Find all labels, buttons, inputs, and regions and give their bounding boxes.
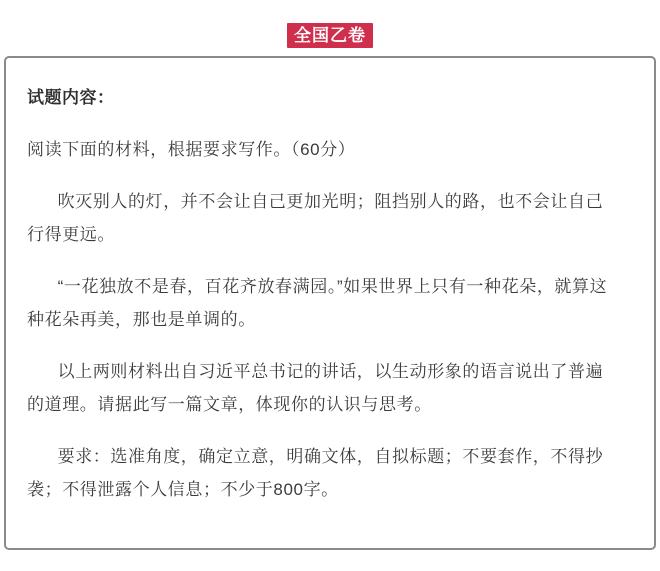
paragraph-line: 行得更远。 xyxy=(27,225,115,244)
paragraph-material-1 xyxy=(27,185,633,251)
paragraph-line: “一花独放不是春，百花齐放春满园。”如果世界上只有一种花朵，就算这 xyxy=(57,277,608,296)
badge-row xyxy=(0,0,660,47)
paragraph-line: 以上两则材料出自习近平总书记的讲话，以生动形象的语言说出了普遍 xyxy=(57,362,604,381)
paragraph-line: 要求：选准角度，确定立意，明确文体，自拟标题；不要套作，不得抄 xyxy=(57,447,604,466)
paragraph-line: 种花朵再美，那也是单调的。 xyxy=(27,310,256,329)
paragraph-requirements xyxy=(27,440,633,506)
exam-paper-badge: 全国乙卷 xyxy=(287,23,373,48)
paragraph-line: 吹灭别人的灯，并不会让自己更加光明；阻挡别人的路，也不会让自己 xyxy=(57,192,604,211)
question-card xyxy=(4,56,656,550)
paragraph-line: 袭；不得泄露个人信息；不少于800字。 xyxy=(27,480,339,499)
paragraph-explanation xyxy=(27,355,633,421)
paragraph-line: 的道理。请据此写一篇文章，体现你的认识与思考。 xyxy=(27,395,432,414)
paragraph-line: 阅读下面的材料，根据要求写作。（60分） xyxy=(27,140,356,159)
paragraph-instruction xyxy=(27,133,633,166)
section-heading: 试题内容： xyxy=(27,88,115,107)
paragraph-material-2 xyxy=(27,270,633,336)
